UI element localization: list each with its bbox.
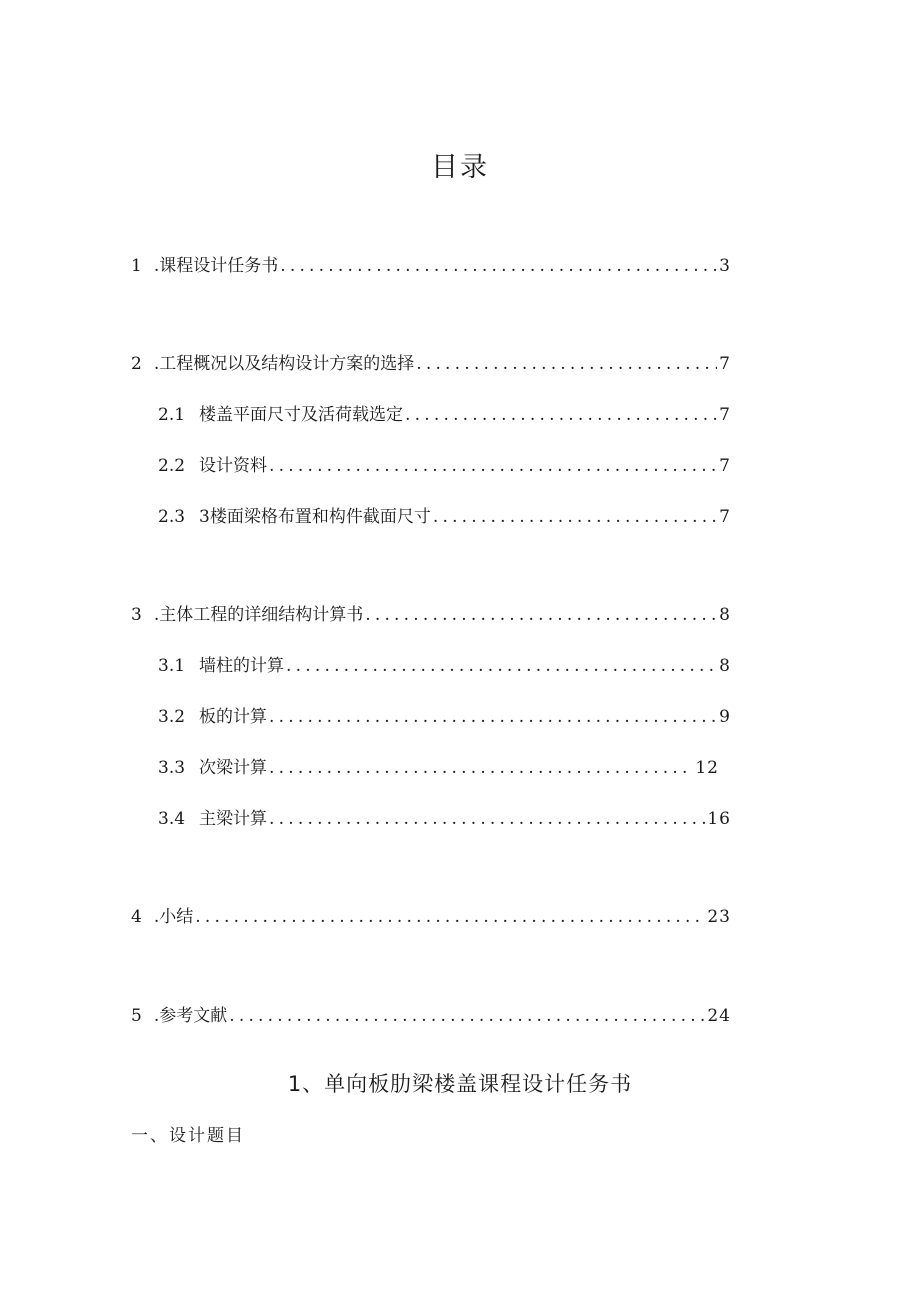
toc-entry-2-1[interactable] [158, 403, 731, 427]
toc-entry-4[interactable] [131, 905, 731, 929]
toc-dot-leader [405, 403, 717, 427]
toc-entry-label: 3楼面梁格布置和构件截面尺寸 [199, 507, 431, 527]
subheading: 一、设计题目 [131, 1126, 245, 1146]
toc-dot-leader [269, 807, 705, 831]
toc-page-number: 16 [707, 809, 731, 829]
toc-entry-label: .主体工程的详细结构计算书 [153, 605, 364, 625]
toc-entry-number: 2 [131, 354, 142, 374]
toc-entry-label: .课程设计任务书 [153, 256, 279, 276]
toc-page-number: 23 [707, 907, 731, 927]
toc-entry-2-2[interactable] [158, 454, 731, 478]
toc-entry-3-3[interactable] [158, 756, 719, 780]
toc-entry-number: 3.1 [158, 656, 186, 676]
toc-dot-leader [269, 756, 693, 780]
toc-entry-number: 3.2 [158, 707, 186, 727]
toc-entry-3-4[interactable] [158, 807, 731, 831]
toc-page-number: 9 [719, 707, 731, 727]
toc-dot-leader [269, 705, 717, 729]
toc-page-number: 7 [719, 456, 731, 476]
toc-page-number: 7 [719, 405, 731, 425]
toc-page-number: 8 [719, 656, 731, 676]
toc-entry-label: 次梁计算 [199, 758, 268, 778]
toc-page-number: 12 [695, 758, 719, 778]
toc-dot-leader [229, 1004, 705, 1028]
toc-dot-leader [269, 454, 717, 478]
toc-page-number: 24 [707, 1006, 731, 1026]
toc-entry-3-1[interactable] [158, 654, 731, 678]
toc-dot-leader [286, 654, 717, 678]
toc-dot-leader [416, 352, 717, 376]
toc-entry-label: .工程概况以及结构设计方案的选择 [153, 354, 415, 374]
toc-page-number: 8 [719, 605, 731, 625]
toc-entry-number: 2.1 [158, 405, 186, 425]
toc-entry-number: 2.2 [158, 456, 186, 476]
toc-entry-5[interactable] [131, 1004, 731, 1028]
toc-entry-3[interactable] [131, 603, 731, 627]
toc-page-number: 7 [719, 354, 731, 374]
toc-page-number: 7 [719, 507, 731, 527]
section-heading: 1、单向板肋梁楼盖课程设计任务书 [287, 1072, 633, 1096]
toc-entry-label: .参考文献 [153, 1006, 228, 1026]
toc-entry-label: 楼盖平面尺寸及活荷载选定 [199, 405, 404, 425]
toc-dot-leader [433, 505, 717, 529]
toc-entry-number: 3 [131, 605, 142, 625]
toc-entry-number: 3.4 [158, 809, 186, 829]
toc-entry-label: 墙柱的计算 [199, 656, 285, 676]
toc-entry-1[interactable] [131, 254, 731, 278]
toc-entry-label: 板的计算 [199, 707, 268, 727]
toc-dot-leader [365, 603, 717, 627]
toc-entry-number: 2.3 [158, 507, 186, 527]
toc-entry-label: .小结 [153, 907, 194, 927]
toc-page-number: 3 [719, 256, 731, 276]
toc-entry-2[interactable] [131, 352, 731, 376]
toc-entry-label: 设计资料 [199, 456, 268, 476]
toc-dot-leader [195, 905, 705, 929]
toc-dot-leader [280, 254, 717, 278]
toc-entry-number: 4 [131, 907, 142, 927]
toc-entry-label: 主梁计算 [199, 809, 268, 829]
toc-entry-3-2[interactable] [158, 705, 731, 729]
toc-entry-number: 5 [131, 1006, 142, 1026]
toc-entry-2-3[interactable] [158, 505, 731, 529]
page-title: 目录 [431, 152, 489, 183]
toc-entry-number: 3.3 [158, 758, 186, 778]
toc-entry-number: 1 [131, 256, 142, 276]
